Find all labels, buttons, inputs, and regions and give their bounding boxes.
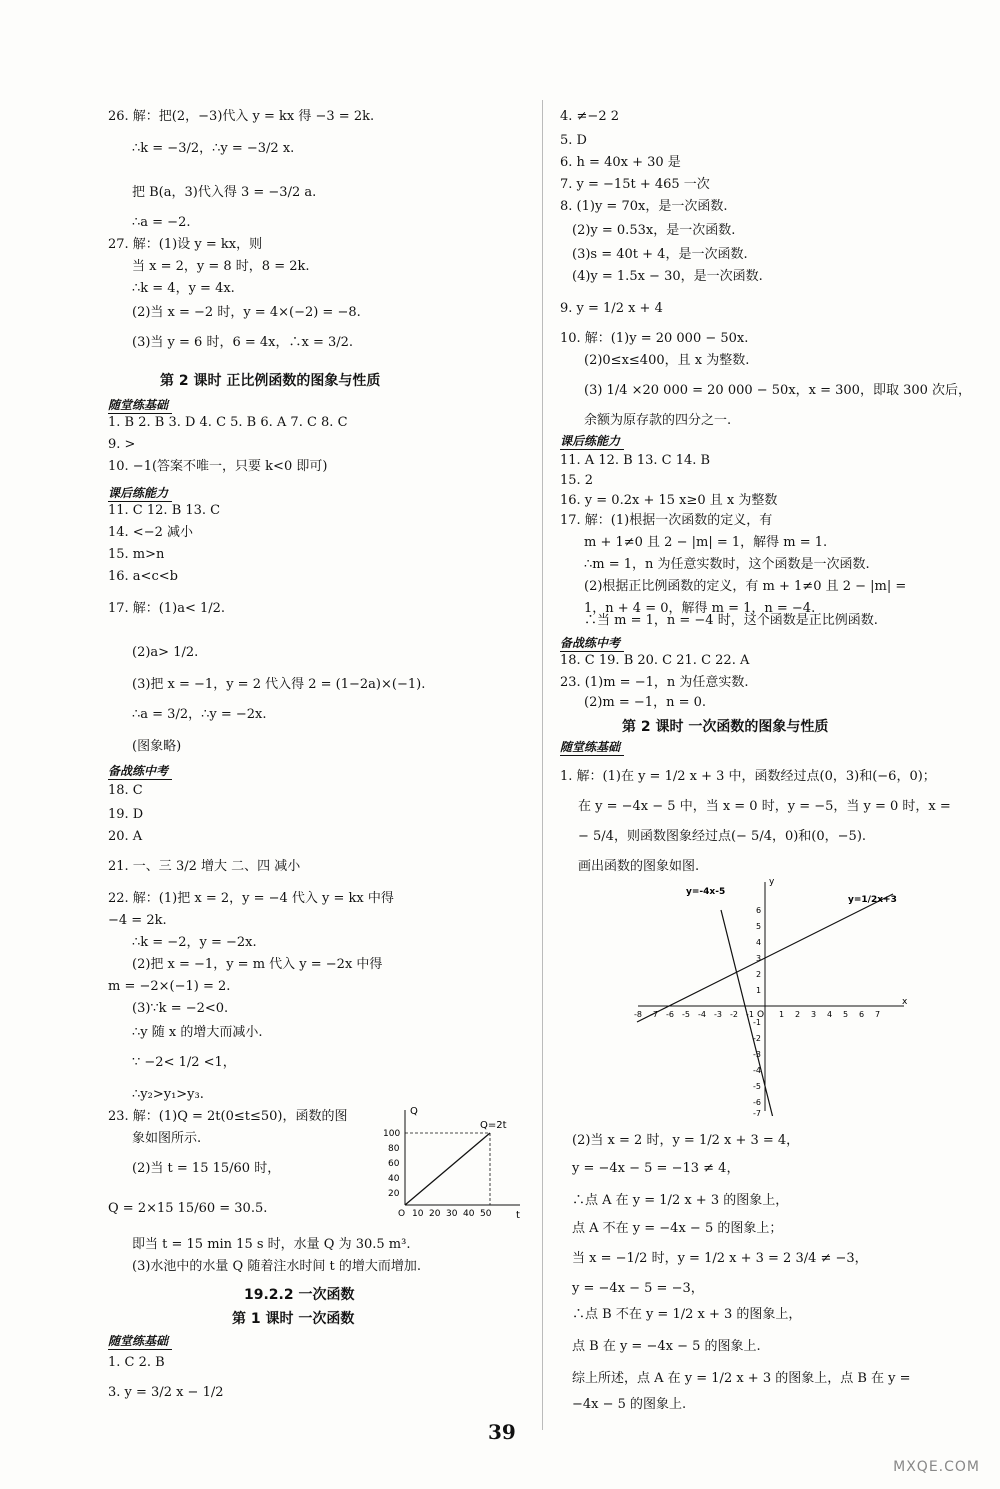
q22-line5: m = −2×(−1) = 2. bbox=[108, 979, 231, 994]
r-q2-line5: 当 x = −1/2 时，y = 1/2 x + 3 = 2 3/4 ≠ −3， bbox=[572, 1251, 868, 1266]
graph-q-xtick: 10 bbox=[412, 1209, 424, 1219]
r-answers-18-22: 18. C 19. B 20. C 21. C 22. A bbox=[560, 653, 750, 668]
q23-line3: (2)当 t = 15 15/60 时， bbox=[132, 1161, 281, 1176]
r-q17-line4: (2)根据正比例函数的定义，有 m + 1≠0 且 2 − |m| = bbox=[584, 579, 907, 594]
answers-11-13: 11. C 12. B 13. C bbox=[108, 503, 221, 518]
graph-q-xtick: 50 bbox=[480, 1209, 492, 1219]
answer-10: 10. −1(答案不唯一，只要 k<0 即可) bbox=[108, 459, 328, 474]
r-q2-line3: ∴点 A 在 y = 1/2 x + 3 的图象上， bbox=[572, 1193, 789, 1208]
q22-line3: ∴k = −2，y = −2x. bbox=[132, 935, 257, 950]
r-answer-5: 5. D bbox=[560, 133, 587, 148]
graph-origin: O bbox=[757, 1010, 765, 1020]
graph-q-x-label: t bbox=[516, 1210, 520, 1220]
xtick: -4 bbox=[698, 1010, 706, 1019]
line2-label: y=1/2x+3 bbox=[848, 895, 897, 905]
xtick: 6 bbox=[859, 1010, 865, 1019]
graph-q-line-label: Q=2t bbox=[480, 1120, 507, 1131]
ytick: 2 bbox=[756, 970, 762, 979]
q27-line5: (3)当 y = 6 时，6 = 4x，∴x = 3/2. bbox=[132, 335, 354, 350]
q22-line7: ∴y 随 x 的增大而减小. bbox=[132, 1025, 263, 1040]
graph-q-xtick: 40 bbox=[463, 1209, 475, 1219]
r-q2-line10: −4x − 5 的图象上. bbox=[572, 1397, 687, 1412]
xtick: -8 bbox=[634, 1010, 642, 1019]
line1-label: y=-4x-5 bbox=[686, 887, 726, 897]
q27-line1: 27. 解：(1)设 y = kx，则 bbox=[108, 237, 263, 252]
graph-q-xtick: 20 bbox=[429, 1209, 441, 1219]
answer-16: 16. a<c<b bbox=[108, 569, 178, 584]
r-q23-line2: (2)m = −1，n = 0. bbox=[584, 695, 706, 710]
q26-line2: ∴k = −3/2，∴y = −3/2 x. bbox=[132, 141, 295, 156]
r-q1-line2: 在 y = −4x − 5 中，当 x = 0 时，y = −5，当 y = 0 时，x = bbox=[578, 799, 951, 814]
xtick: 2 bbox=[795, 1010, 801, 1019]
r-tag-classroom-basics: 随堂练基础 bbox=[560, 738, 624, 756]
q27-line2: 当 x = 2，y = 8 时，8 = 2k. bbox=[132, 259, 310, 274]
ytick: -2 bbox=[753, 1034, 761, 1043]
r-q23-line1: 23. (1)m = −1，n 为任意实数. bbox=[560, 675, 749, 690]
q26-line3: 把 B(a，3)代入得 3 = −3/2 a. bbox=[132, 185, 317, 200]
graph-q-vs-t bbox=[380, 1100, 530, 1220]
answer-15: 15. m>n bbox=[108, 547, 165, 562]
r-q10-line4: 余额为原存款的四分之一. bbox=[584, 413, 732, 428]
r-q8-line3: (3)s = 40t + 4，是一次函数. bbox=[572, 247, 748, 262]
xtick: -3 bbox=[714, 1010, 722, 1019]
ytick: -7 bbox=[753, 1109, 761, 1116]
ytick: -5 bbox=[753, 1082, 761, 1091]
tag-exam-prep: 备战练中考 bbox=[108, 762, 172, 780]
graph-q-ytick: 80 bbox=[388, 1144, 400, 1154]
q27-line3: ∴k = 4，y = 4x. bbox=[132, 281, 235, 296]
xtick: -2 bbox=[730, 1010, 738, 1019]
r-answer-9: 9. y = 1/2 x + 4 bbox=[560, 301, 663, 316]
xtick: -7 bbox=[650, 1010, 658, 1019]
answer-20: 20. A bbox=[108, 829, 143, 844]
r-q8-line1: 8. (1)y = 70x，是一次函数. bbox=[560, 199, 728, 214]
answer-14: 14. <−2 减小 bbox=[108, 525, 193, 540]
answers-1-8: 1. B 2. B 3. D 4. C 5. B 6. A 7. C 8. C bbox=[108, 415, 348, 430]
r-q2-line1: (2)当 x = 2 时，y = 1/2 x + 3 = 4， bbox=[572, 1133, 800, 1148]
r-q10-line1: 10. 解：(1)y = 20 000 − 50x. bbox=[560, 331, 749, 346]
ytick: -1 bbox=[753, 1018, 761, 1027]
xtick: 4 bbox=[827, 1010, 833, 1019]
graph-q-y-label: Q bbox=[410, 1106, 418, 1117]
q22-line4: (2)把 x = −1，y = m 代入 y = −2x 中得 bbox=[132, 957, 383, 972]
q26-line1: 26. 解：把(2，−3)代入 y = kx 得 −3 = 2k. bbox=[108, 109, 375, 124]
r-q17-line1: 17. 解：(1)根据一次函数的定义，有 bbox=[560, 513, 773, 528]
q27-line4: (2)当 x = −2 时，y = 4×(−2) = −8. bbox=[132, 305, 361, 320]
r-section-title-lesson2: 第 2 课时 一次函数的图象与性质 bbox=[622, 719, 829, 735]
r-answer-16: 16. y = 0.2x + 15 x≥0 且 x 为整数 bbox=[560, 493, 778, 508]
r-q2-line6: y = −4x − 5 = −3， bbox=[572, 1281, 704, 1296]
q22-line6: (3)∵k = −2<0. bbox=[132, 1001, 229, 1016]
r-q2-line2: y = −4x − 5 = −13 ≠ 4， bbox=[572, 1161, 740, 1176]
xtick: 5 bbox=[843, 1010, 849, 1019]
q22-line8: ∵ −2< 1/2 <1， bbox=[132, 1055, 236, 1070]
q17-line1: 17. 解：(1)a< 1/2. bbox=[108, 601, 226, 616]
q23-line1: 23. 解：(1)Q = 2t(0≤t≤50)，函数的图 bbox=[108, 1109, 348, 1124]
graph-q-ytick: 100 bbox=[383, 1129, 401, 1139]
q22-line9: ∴y₂>y₁>y₃. bbox=[132, 1087, 204, 1102]
graph-q-ytick: 20 bbox=[388, 1189, 400, 1199]
r-tag-exam-prep: 备战练中考 bbox=[560, 634, 624, 652]
r-q17-line2: m + 1≠0 且 2 − |m| = 1，解得 m = 1. bbox=[584, 535, 828, 550]
r-q2-line4: 点 A 不在 y = −4x − 5 的图象上； bbox=[572, 1221, 783, 1236]
graph-linear-functions bbox=[634, 876, 914, 1116]
q17-line4: ∴a = 3/2，∴y = −2x. bbox=[132, 707, 267, 722]
q17-line2: (2)a> 1/2. bbox=[132, 645, 199, 660]
graph-q-ytick: 60 bbox=[388, 1159, 400, 1169]
graph-y-label: y bbox=[769, 877, 775, 887]
r-q2-line7: ∴点 B 不在 y = 1/2 x + 3 的图象上， bbox=[572, 1307, 802, 1322]
r-answer-4: 4. ≠−2 2 bbox=[560, 109, 619, 124]
q23-line4: Q = 2×15 15/60 = 30.5. bbox=[108, 1201, 268, 1216]
answer-21: 21. 一、三 3/2 增大 二、四 减小 bbox=[108, 859, 301, 874]
graph-q-ytick: 40 bbox=[388, 1174, 400, 1184]
ytick: -3 bbox=[753, 1050, 761, 1059]
ytick: -6 bbox=[753, 1098, 761, 1107]
r-q17-line5: 1，n + 4 = 0，解得 m = 1，n = −4. bbox=[584, 601, 816, 616]
r-q2-line9: 综上所述，点 A 在 y = 1/2 x + 3 的图象上，点 B 在 y = bbox=[572, 1371, 911, 1386]
r-answer-15: 15. 2 bbox=[560, 473, 594, 488]
r-q1-line4: 画出函数的图象如图. bbox=[578, 859, 700, 874]
tag-classroom-basics: 随堂练基础 bbox=[108, 396, 172, 414]
q23-line6: (3)水池中的水量 Q 随着注水时间 t 的增大而增加. bbox=[132, 1259, 421, 1274]
q23-line5: 即当 t = 15 min 15 s 时，水量 Q 为 30.5 m³. bbox=[132, 1237, 411, 1252]
r-q17-line3: ∴m = 1，n 为任意实数时，这个函数是一次函数. bbox=[584, 557, 870, 572]
ytick: 4 bbox=[756, 938, 762, 947]
ytick: 5 bbox=[756, 922, 762, 931]
r-answer-7: 7. y = −15t + 465 一次 bbox=[560, 177, 710, 192]
r-q1-line1: 1. 解：(1)在 y = 1/2 x + 3 中，函数经过点(0，3)和(−6，0)； bbox=[560, 769, 936, 784]
answer-18: 18. C bbox=[108, 783, 143, 798]
ytick: 1 bbox=[756, 986, 762, 995]
ytick: 3 bbox=[756, 954, 762, 963]
tag-after-class: 课后练能力 bbox=[108, 484, 172, 502]
q26-line4: ∴a = −2. bbox=[132, 215, 191, 230]
r-answer-6: 6. h = 40x + 30 是 bbox=[560, 155, 681, 170]
answer-3: 3. y = 3/2 x − 1/2 bbox=[108, 1385, 224, 1400]
graph-q-line bbox=[405, 1133, 490, 1205]
xtick: -5 bbox=[682, 1010, 690, 1019]
column-divider bbox=[542, 100, 543, 1430]
section-title-lesson1: 第 1 课时 一次函数 bbox=[232, 1311, 355, 1327]
r-q17-line6: ∴当 m = 1，n = −4 时，这个函数是正比例函数. bbox=[584, 613, 878, 628]
r-tag-after-class: 课后练能力 bbox=[560, 432, 624, 450]
answer-19: 19. D bbox=[108, 807, 144, 822]
graph-x-label: x bbox=[902, 997, 908, 1007]
r-q10-line2: (2)0≤x≤400，且 x 为整数. bbox=[584, 353, 750, 368]
graph-q-origin: O bbox=[398, 1209, 406, 1219]
r-q8-line2: (2)y = 0.53x，是一次函数. bbox=[572, 223, 736, 238]
q17-line3: (3)把 x = −1，y = 2 代入得 2 = (1−2a)×(−1). bbox=[132, 677, 426, 692]
tag-classroom-basics-2: 随堂练基础 bbox=[108, 1332, 172, 1350]
q17-line5: (图象略) bbox=[132, 739, 182, 754]
r-q1-line3: − 5/4，则函数图象经过点(− 5/4，0)和(0，−5). bbox=[578, 829, 867, 844]
ytick: 6 bbox=[756, 906, 762, 915]
r-q8-line4: (4)y = 1.5x − 30，是一次函数. bbox=[572, 269, 763, 284]
q22-line1: 22. 解：(1)把 x = 2，y = −4 代入 y = kx 中得 bbox=[108, 891, 394, 906]
watermark: MXQE.COM bbox=[893, 1459, 980, 1475]
ytick: -4 bbox=[753, 1066, 761, 1075]
xtick: -1 bbox=[746, 1010, 754, 1019]
page-number: 39 bbox=[488, 1420, 516, 1444]
q23-line2: 象如图所示. bbox=[132, 1131, 202, 1146]
answer-9: 9. > bbox=[108, 437, 136, 452]
section-title-lesson2: 第 2 课时 正比例函数的图象与性质 bbox=[160, 373, 381, 389]
xtick: -6 bbox=[666, 1010, 674, 1019]
r-q10-line3: (3) 1/4 ×20 000 = 20 000 − 50x，x = 300，即取 300 次后， bbox=[584, 383, 972, 398]
r-q2-line8: 点 B 在 y = −4x − 5 的图象上. bbox=[572, 1339, 761, 1354]
r-answers-11-14: 11. A 12. B 13. C 14. B bbox=[560, 453, 711, 468]
xtick: 3 bbox=[811, 1010, 817, 1019]
xtick: 1 bbox=[779, 1010, 785, 1019]
section-title-19-2-2: 19.2.2 一次函数 bbox=[244, 1287, 355, 1303]
xtick: 7 bbox=[875, 1010, 881, 1019]
q22-line2: −4 = 2k. bbox=[108, 913, 167, 928]
graph-q-xtick: 30 bbox=[446, 1209, 458, 1219]
answers-1-2: 1. C 2. B bbox=[108, 1355, 165, 1370]
